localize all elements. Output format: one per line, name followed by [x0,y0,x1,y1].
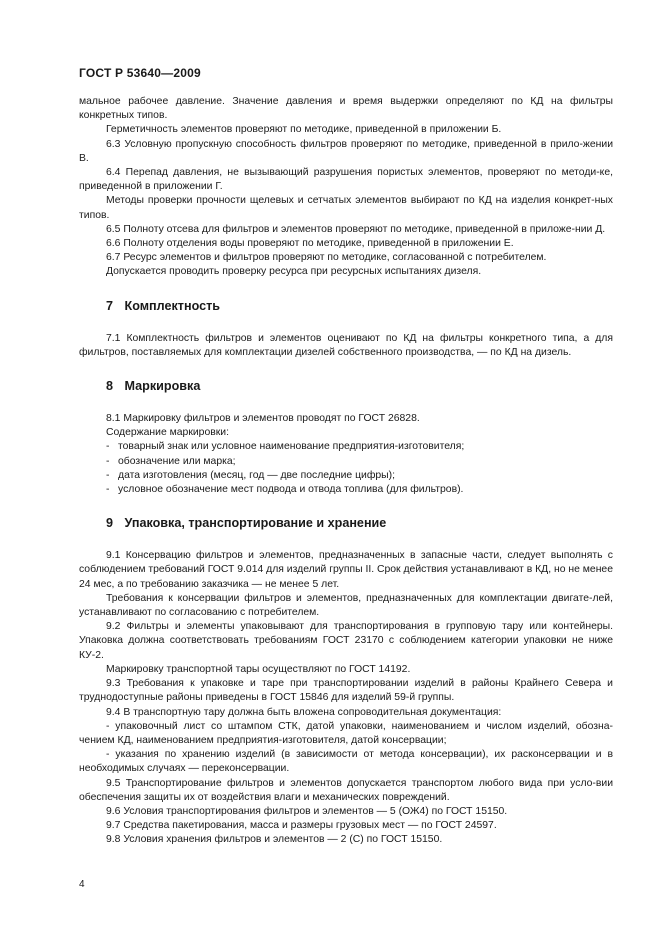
paragraph: Допускается проводить проверку ресурса при ресурсных испытаниях дизеля. [106,266,482,278]
paragraph: мальное рабочее давление. Значение давления и время выдержки определяют по КД на фильтры конкретных типов. [79,96,613,122]
paragraph: 9.3 Требования к упаковке и таре при транспортировании изделий в районы Крайнего Севера и труднодоступные районы приведены в ГОСТ 15846 для изделий 59-й группы. [79,678,613,704]
section-7-number: 7 [106,298,114,313]
paragraph: 6.5 Полноту отсева для фильтров и элементов проверяют по методике, приведенной в приложе-нии Д. [106,223,606,235]
section-9-heading [106,515,613,531]
paragraph: Методы проверки прочности щелевых и сетчатых элементов выбирают по КД на изделия конкрет-ных типов. [79,195,613,221]
list-dash: - [106,469,110,481]
paragraph: Герметичность элементов проверяют по методике, приведенной в приложении Б. [106,124,502,136]
section-9-body [79,549,613,847]
section-8-title: Маркировка [124,379,201,394]
document-body [79,95,613,848]
paragraph: Требования к консервации фильтров и элементов, предназначенных для комплектации двигате-лей, устанавливают по согласованию с потребителем. [79,592,613,619]
page-number: 4 [79,879,85,890]
paragraph: 9.5 Транспортирование фильтров и элементов допускается транспортом любого вида при усло-вии обеспечения защиты их от воздействия влаги и механических повреждений. [79,777,613,803]
list-dash: - [106,455,110,467]
list-item-text: товарный знак или условное наименование предприятия-изготовителя; [118,441,465,453]
section-7-title: Комплектность [124,298,221,313]
paragraph: 6.7 Ресурс элементов и фильтров проверяют по методике, согласованной с потребителем. [106,252,547,264]
paragraph: 6.4 Перепад давления, не вызывающий разрушения пористых элементов, проверяют по методи-ке, приведенной в приложении Г. [79,167,613,193]
list-item [79,483,613,497]
section-9-title: Упаковка, транспортирование и хранение [124,516,387,531]
paragraph: - указания по хранению изделий (в зависимости от метода консервации), их расконсервации и в необходимых случаях — переконсервации. [79,749,613,775]
paragraph: Содержание маркировки: [106,427,229,439]
section-6-continuation [79,95,613,280]
paragraph: 8.1 Маркировку фильтров и элементов проводят по ГОСТ 26828. [106,413,420,425]
list-item [79,440,613,454]
list-dash: - [106,484,110,496]
section-9-number: 9 [106,516,114,531]
paragraph: 7.1 Комплектность фильтров и элементов оценивают по КД на фильтры конкретного типа, а для фильтров, поставляемых для комплектации дизелей собственного производства, — по КД на дизель. [79,332,613,358]
paragraph: - упаковочный лист со штампом СТК, датой упаковки, наименованием и числом изделий, обозна-чением КД, наименованием предприятия-изготовителя, датой консервации; [79,720,613,746]
paragraph: 9.2 Фильтры и элементы упаковывают для транспортирования в групповую тару или контейнеры. Упаковка должна соответствовать требованиям ГОСТ 23170 с соблюдением категории упаковки не ниже КУ-2. [79,621,613,661]
paragraph: 6.6 Полноту отделения воды проверяют по методике, приведенной в приложении Е. [106,238,514,250]
list-item-text: дата изготовления (месяц, год — две последние цифры); [118,469,395,481]
section-7-heading [106,298,613,314]
list-item [79,469,613,483]
paragraph: 9.4 В транспортную тару должна быть вложена сопроводительная документация: [106,706,502,718]
list-item [79,455,613,469]
section-8-heading [106,378,613,394]
section-8-body [79,412,613,497]
list-dash: - [106,441,110,453]
list-item-text: условное обозначение мест подвода и отвода топлива (для фильтров). [118,484,464,496]
section-7-body [79,332,613,360]
paragraph: 9.8 Условия хранения фильтров и элементов — 2 (С) по ГОСТ 15150. [106,834,443,846]
paragraph: Маркировку транспортной тары осуществляют по ГОСТ 14192. [106,663,411,675]
paragraph: 9.1 Консервацию фильтров и элементов, предназначенных в запасные части, следует выполнять с соблюдением требований ГОСТ 9.014 для изделий группы II. Срок действия устанавливают в КД, но не менее 24 мес, а по требованию заказчика — не менее 5 лет. [79,550,613,590]
list-item-text: обозначение или марка; [118,455,236,467]
paragraph: 6.3 Условную пропускную способность фильтров проверяют по методике, приведенной в прило-жении В. [79,138,613,164]
section-8-number: 8 [106,379,114,394]
paragraph: 9.7 Средства пакетирования, масса и размеры грузовых мест — по ГОСТ 24597. [106,820,497,832]
standard-header: ГОСТ Р 53640—2009 [79,66,201,80]
paragraph: 9.6 Условия транспортирования фильтров и элементов — 5 (ОЖ4) по ГОСТ 15150. [106,805,508,817]
